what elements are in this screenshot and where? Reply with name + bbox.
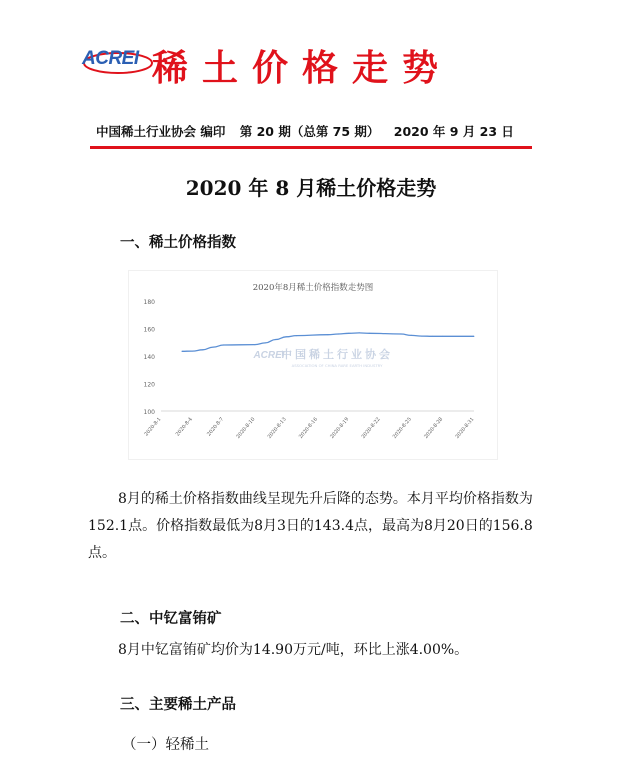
section-heading-price-index: 一、稀土价格指数 bbox=[120, 235, 236, 251]
x-tick-label: 2020-8-25 bbox=[391, 416, 413, 440]
watermark-text: 中国稀土行业协会 bbox=[281, 348, 393, 361]
y-tick-label: 120 bbox=[143, 381, 155, 389]
publisher-org: 中国稀土行业协会 编印 bbox=[96, 124, 226, 139]
document-title: 2020 年 8 月稀土价格走势 bbox=[185, 176, 437, 200]
subheading-light-rare-earth: （一）轻稀土 bbox=[122, 737, 209, 753]
data-point bbox=[338, 333, 339, 334]
data-point bbox=[192, 350, 193, 351]
section-heading-ore: 二、中钇富铕矿 bbox=[120, 611, 222, 627]
data-point bbox=[442, 336, 443, 337]
data-point bbox=[275, 339, 276, 340]
data-point bbox=[348, 333, 349, 334]
data-point bbox=[400, 333, 401, 334]
chart-title: 2020年8月稀土价格指数走势图 bbox=[252, 283, 374, 293]
y-tick-label: 100 bbox=[143, 409, 155, 416]
watermark-subtext: ASSOCIATION OF CHINA RARE EARTH INDUSTRY bbox=[291, 363, 383, 368]
data-point bbox=[369, 333, 370, 334]
x-tick-label: 2020-8-7 bbox=[206, 416, 226, 438]
ore-paragraph: 8月中钇富铕矿均价为14.90万元/吨，环比上涨4.00%。 bbox=[118, 642, 469, 658]
issue-info bbox=[96, 122, 536, 140]
x-tick-label: 2020-8-1 bbox=[143, 416, 163, 438]
data-point bbox=[296, 335, 297, 336]
data-point bbox=[181, 351, 182, 352]
data-point bbox=[421, 335, 422, 336]
price-index-paragraph: 8月的稀土价格指数曲线呈现先升后降的态势。本月平均价格指数为152.1点。价格指数最低为8月3日的143.4点，最高为8月20日的156.8点。 bbox=[88, 491, 533, 561]
publication-title: 稀土价格走势 bbox=[152, 48, 453, 89]
y-tick-label: 180 bbox=[143, 299, 155, 306]
data-point bbox=[327, 334, 328, 335]
y-tick-label: 160 bbox=[143, 326, 155, 334]
issue-number: 第 20 期（总第 75 期） bbox=[239, 124, 380, 139]
header-divider bbox=[90, 146, 532, 149]
watermark-logo: ACREI bbox=[253, 350, 285, 361]
data-point bbox=[202, 349, 203, 350]
section-heading-products: 三、主要稀土产品 bbox=[120, 697, 236, 713]
data-point bbox=[473, 336, 474, 337]
x-tick-label: 2020-8-4 bbox=[174, 416, 194, 438]
x-tick-label: 2020-8-10 bbox=[235, 416, 257, 440]
data-point bbox=[432, 336, 433, 337]
data-point bbox=[223, 344, 224, 345]
x-tick-label: 2020-8-22 bbox=[360, 416, 382, 440]
data-point bbox=[286, 336, 287, 337]
data-point bbox=[265, 342, 266, 343]
chart-svg bbox=[129, 271, 497, 459]
x-tick-label: 2020-8-13 bbox=[266, 416, 288, 440]
x-tick-label: 2020-8-28 bbox=[423, 416, 445, 440]
y-tick-label: 140 bbox=[143, 354, 155, 361]
x-tick-label: 2020-8-19 bbox=[329, 416, 351, 440]
data-point bbox=[359, 332, 360, 333]
data-point bbox=[213, 346, 214, 347]
x-tick-label: 2020-8-16 bbox=[297, 416, 320, 440]
issue-date: 2020 年 9 月 23 日 bbox=[393, 124, 514, 139]
data-point bbox=[411, 335, 412, 336]
x-tick-label: 2020-8-31 bbox=[454, 416, 476, 440]
price-index-chart bbox=[128, 270, 498, 460]
data-point bbox=[254, 344, 255, 345]
logo-text: ACREI bbox=[82, 48, 139, 69]
acrei-logo bbox=[82, 46, 152, 76]
